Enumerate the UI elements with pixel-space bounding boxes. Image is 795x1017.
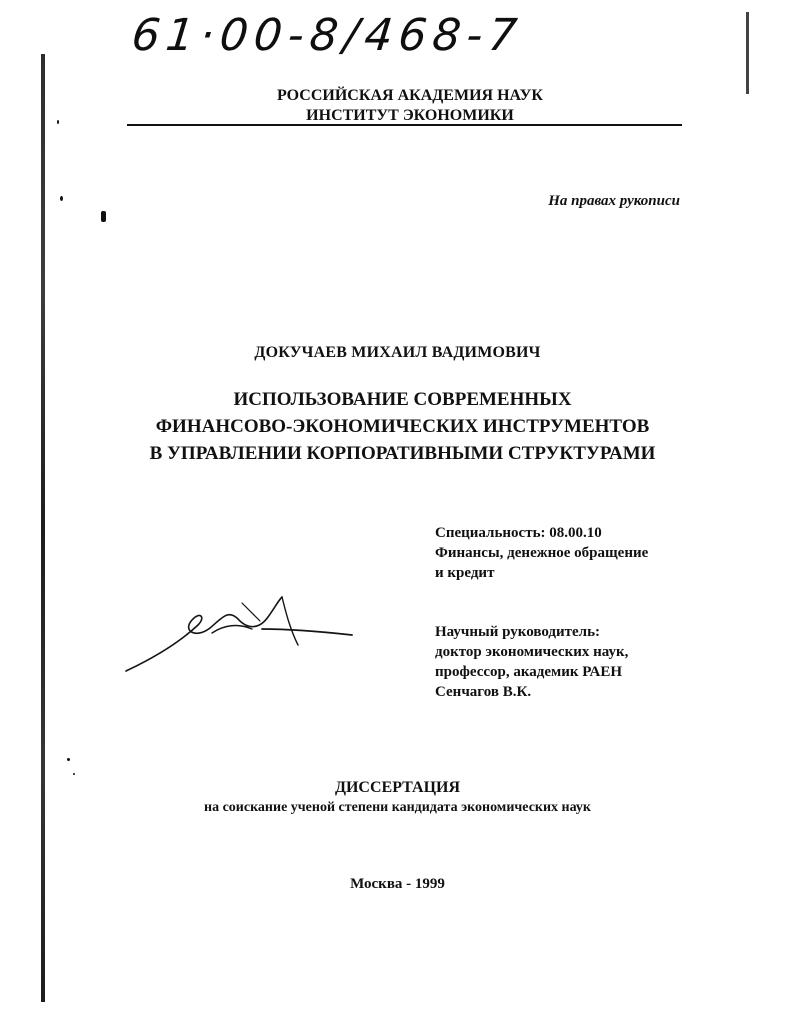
scan-speck	[60, 196, 63, 201]
advisor-line: Сенчагов В.К.	[435, 684, 532, 700]
scan-right-edge	[746, 12, 749, 94]
specialty-line: и кредит	[435, 565, 495, 581]
header-divider	[127, 124, 682, 126]
scan-left-edge	[41, 54, 45, 1002]
scan-speck	[73, 773, 75, 775]
title-line: В УПРАВЛЕНИИ КОРПОРАТИВНЫМИ СТРУКТУРАМИ	[149, 443, 656, 464]
title-line: ФИНАНСОВО-ЭКОНОМИЧЕСКИХ ИНСТРУМЕНТОВ	[155, 416, 650, 437]
institute-name: ИНСТИТУТ ЭКОНОМИКИ	[306, 107, 514, 124]
academy-name: РОССИЙСКАЯ АКАДЕМИЯ НАУК	[276, 87, 543, 104]
handwritten-archive-code: 61·00-8/468-7	[129, 10, 526, 61]
scan-speck	[101, 211, 106, 222]
advisor-line: доктор экономических наук,	[435, 644, 629, 660]
dissertation-heading: ДИССЕРТАЦИЯ	[334, 779, 461, 796]
dissertation-title	[90, 386, 715, 467]
dissertation-subheading: на соискание ученой степени кандидата экономических наук	[204, 800, 591, 815]
scientific-advisor-block	[435, 622, 735, 702]
dissertation-label	[0, 778, 795, 817]
advisor-line: профессор, академик РАЕН	[435, 664, 623, 680]
advisor-line: Научный руководитель:	[435, 624, 600, 640]
institution-header	[160, 86, 660, 126]
specialty-line: Финансы, денежное обращение	[435, 545, 649, 561]
scan-speck	[67, 758, 70, 761]
specialty-block	[435, 523, 735, 583]
city-year: Москва - 1999	[350, 876, 445, 892]
scan-speck	[57, 120, 59, 124]
author-name: ДОКУЧАЕВ МИХАИЛ ВАДИМОВИЧ	[254, 344, 541, 361]
handwritten-signature	[120, 585, 360, 680]
title-line: ИСПОЛЬЗОВАНИЕ СОВРЕМЕННЫХ	[233, 389, 572, 410]
specialty-line: Специальность: 08.00.10	[435, 525, 602, 541]
manuscript-note: На правах рукописи	[548, 193, 680, 209]
